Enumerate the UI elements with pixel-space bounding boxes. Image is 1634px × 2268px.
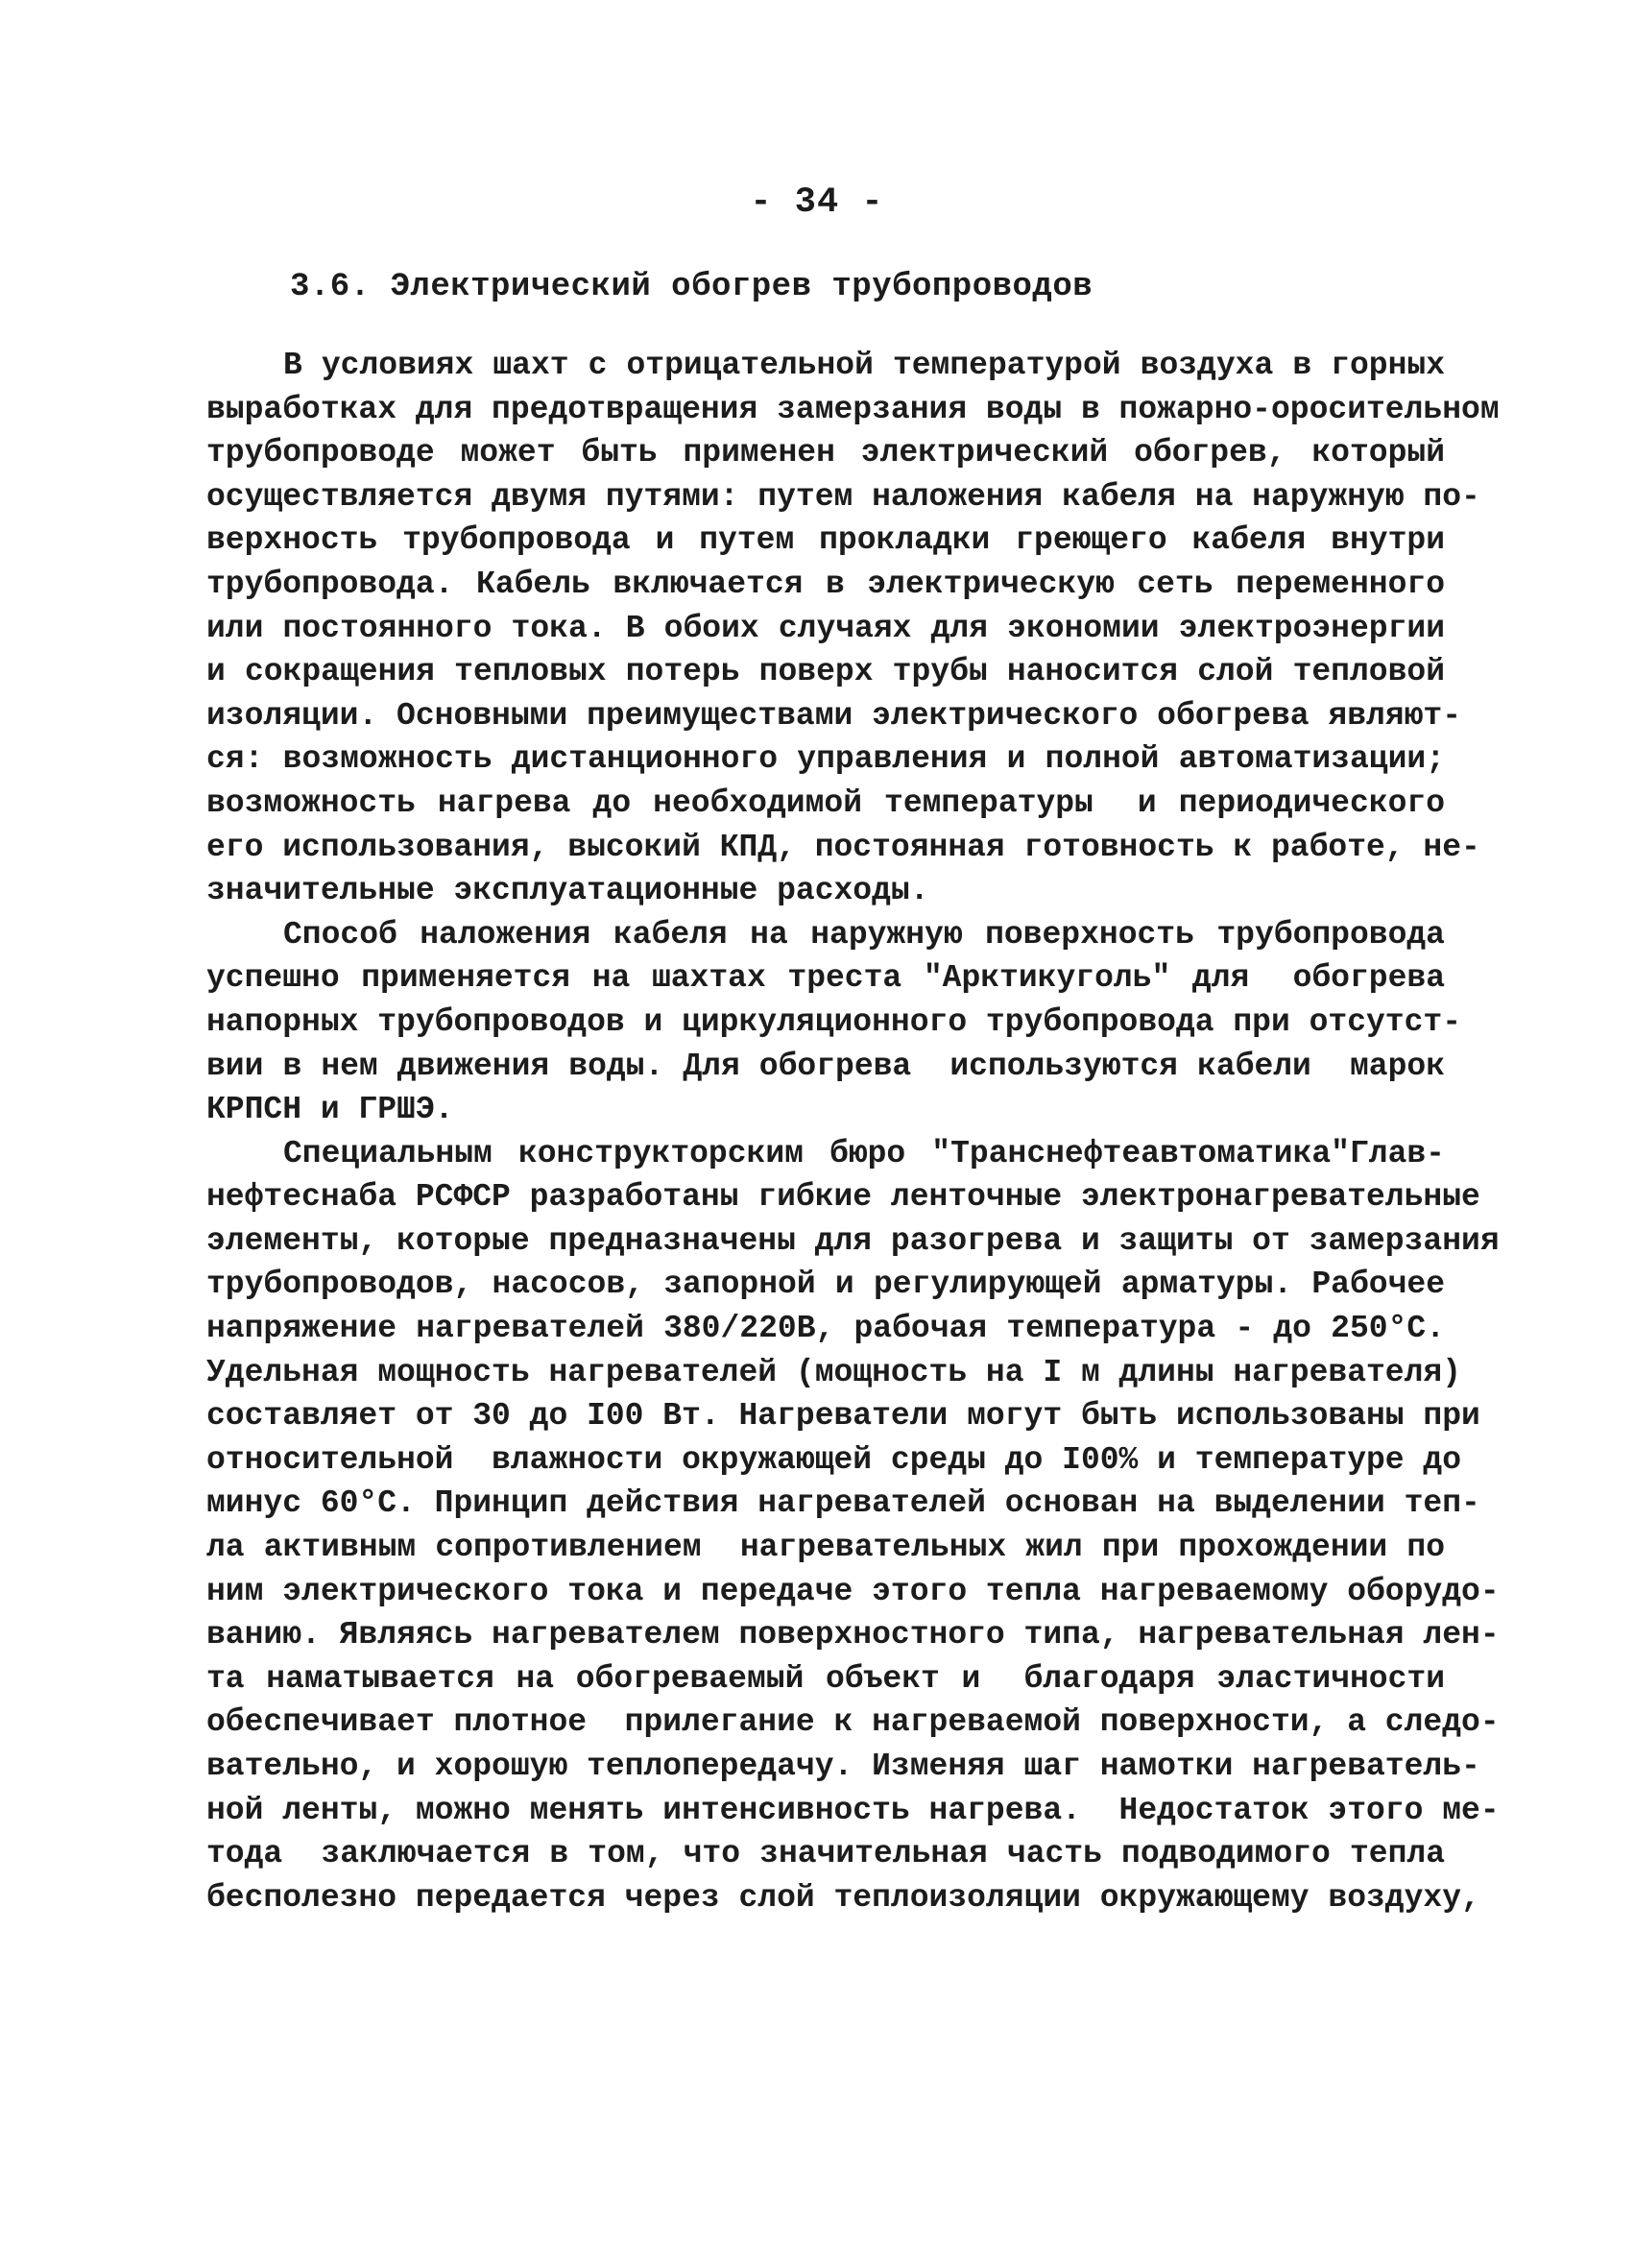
text-line: возможность нагрева до необходимой температуры и периодического — [206, 784, 1445, 821]
text-line: В условиях шахт с отрицательной температурой воздуха в горных — [283, 348, 1445, 383]
text-line: напряжение нагревателей 380/220В, рабочая температура - до 250°С. — [206, 1311, 1445, 1347]
text-line: Специальным конструкторским бюро "Транснефтеавтоматика"Глав- — [283, 1135, 1445, 1171]
text-line: бесполезно передается через слой теплоизоляции окружающему воздуху, — [206, 1879, 1480, 1916]
text-line: та наматывается на обогреваемый объект и благодаря эластичности — [206, 1660, 1445, 1697]
text-line: его использования, высокий КПД, постоянная готовность к работе, не- — [206, 829, 1480, 865]
text-line: тода заключается в том, что значительная часть подводимого тепла — [206, 1836, 1445, 1872]
text-line: верхность трубопровода и путем прокладки греющего кабеля внутри — [206, 522, 1445, 559]
paragraph-3 — [206, 1132, 1500, 1920]
text-line: обеспечивает плотное прилегание к нагреваемой поверхности, а следо- — [206, 1704, 1500, 1741]
text-line: выработках для предотвращения замерзания воды в пожарно-оросительном — [206, 391, 1500, 427]
text-line: ной ленты, можно менять интенсивность нагрева. Недостаток этого ме- — [206, 1792, 1500, 1828]
text-line: осуществляется двумя путями: путем наложения кабеля на наружную по- — [206, 478, 1480, 515]
text-line: ся: возможность дистанционного управления и полной автоматизации; — [206, 741, 1445, 778]
text-line: или постоянного тока. В обоих случаях для экономии электроэнергии — [206, 610, 1445, 646]
text-line: трубопроводов, насосов, запорной и регулирующей арматуры. Рабочее — [206, 1267, 1445, 1303]
text-line: трубопроводе может быть применен электрический обогрев, который — [206, 435, 1445, 471]
text-line: КРПСН и ГРШЭ. — [206, 1092, 454, 1128]
text-line: трубопровода. Кабель включается в электрическую сеть переменного — [206, 566, 1445, 602]
text-line: элементы, которые предназначены для разогрева и защиты от замерзания — [206, 1222, 1500, 1259]
text-line: ним электрического тока и передаче этого тепла нагреваемому оборудо- — [206, 1573, 1500, 1609]
text-line: успешно применяется на шахтах треста "Арктикуголь" для обогрева — [206, 960, 1445, 997]
text-line: и сокращения тепловых потерь поверх трубы наносится слой тепловой — [206, 654, 1445, 690]
text-line: нефтеснаба РСФСР разработаны гибкие ленточные электронагревательные — [206, 1179, 1480, 1216]
text-line: ла активным сопротивлением нагревательных жил при прохождении по — [206, 1530, 1445, 1566]
section-heading: 3.6. Электрический обогрев трубопроводов — [290, 269, 1093, 305]
text-line: минус 60°С. Принцип действия нагревателей основан на выделении теп- — [206, 1485, 1480, 1522]
text-line: относительной влажности окружающей среды до I00% и температуре до — [206, 1441, 1462, 1478]
paragraph-1 — [206, 344, 1500, 913]
text-line: вии в нем движения воды. Для обогрева используются кабели марок — [206, 1048, 1445, 1084]
text-line: Способ наложения кабеля на наружную поверхность трубопровода — [283, 916, 1445, 953]
text-line: ванию. Являясь нагревателем поверхностного типа, нагревательная лен- — [206, 1617, 1500, 1653]
paragraph-2 — [206, 913, 1462, 1132]
text-line: вательно, и хорошую теплопередачу. Изменяя шаг намотки нагреватель- — [206, 1749, 1480, 1784]
page-number: - 34 - — [750, 182, 884, 223]
body-text — [206, 344, 1500, 1919]
text-line: Удельная мощность нагревателей (мощность на I м длины нагревателя) — [206, 1354, 1462, 1390]
text-line: значительные эксплуатационные расходы. — [206, 873, 929, 909]
text-line: изоляции. Основными преимуществами электрического обогрева являют- — [206, 697, 1462, 734]
text-line: напорных трубопроводов и циркуляционного трубопровода при отсутст- — [206, 1003, 1462, 1040]
text-line: составляет от 30 до I00 Вт. Нагреватели могут быть использованы при — [206, 1398, 1480, 1435]
